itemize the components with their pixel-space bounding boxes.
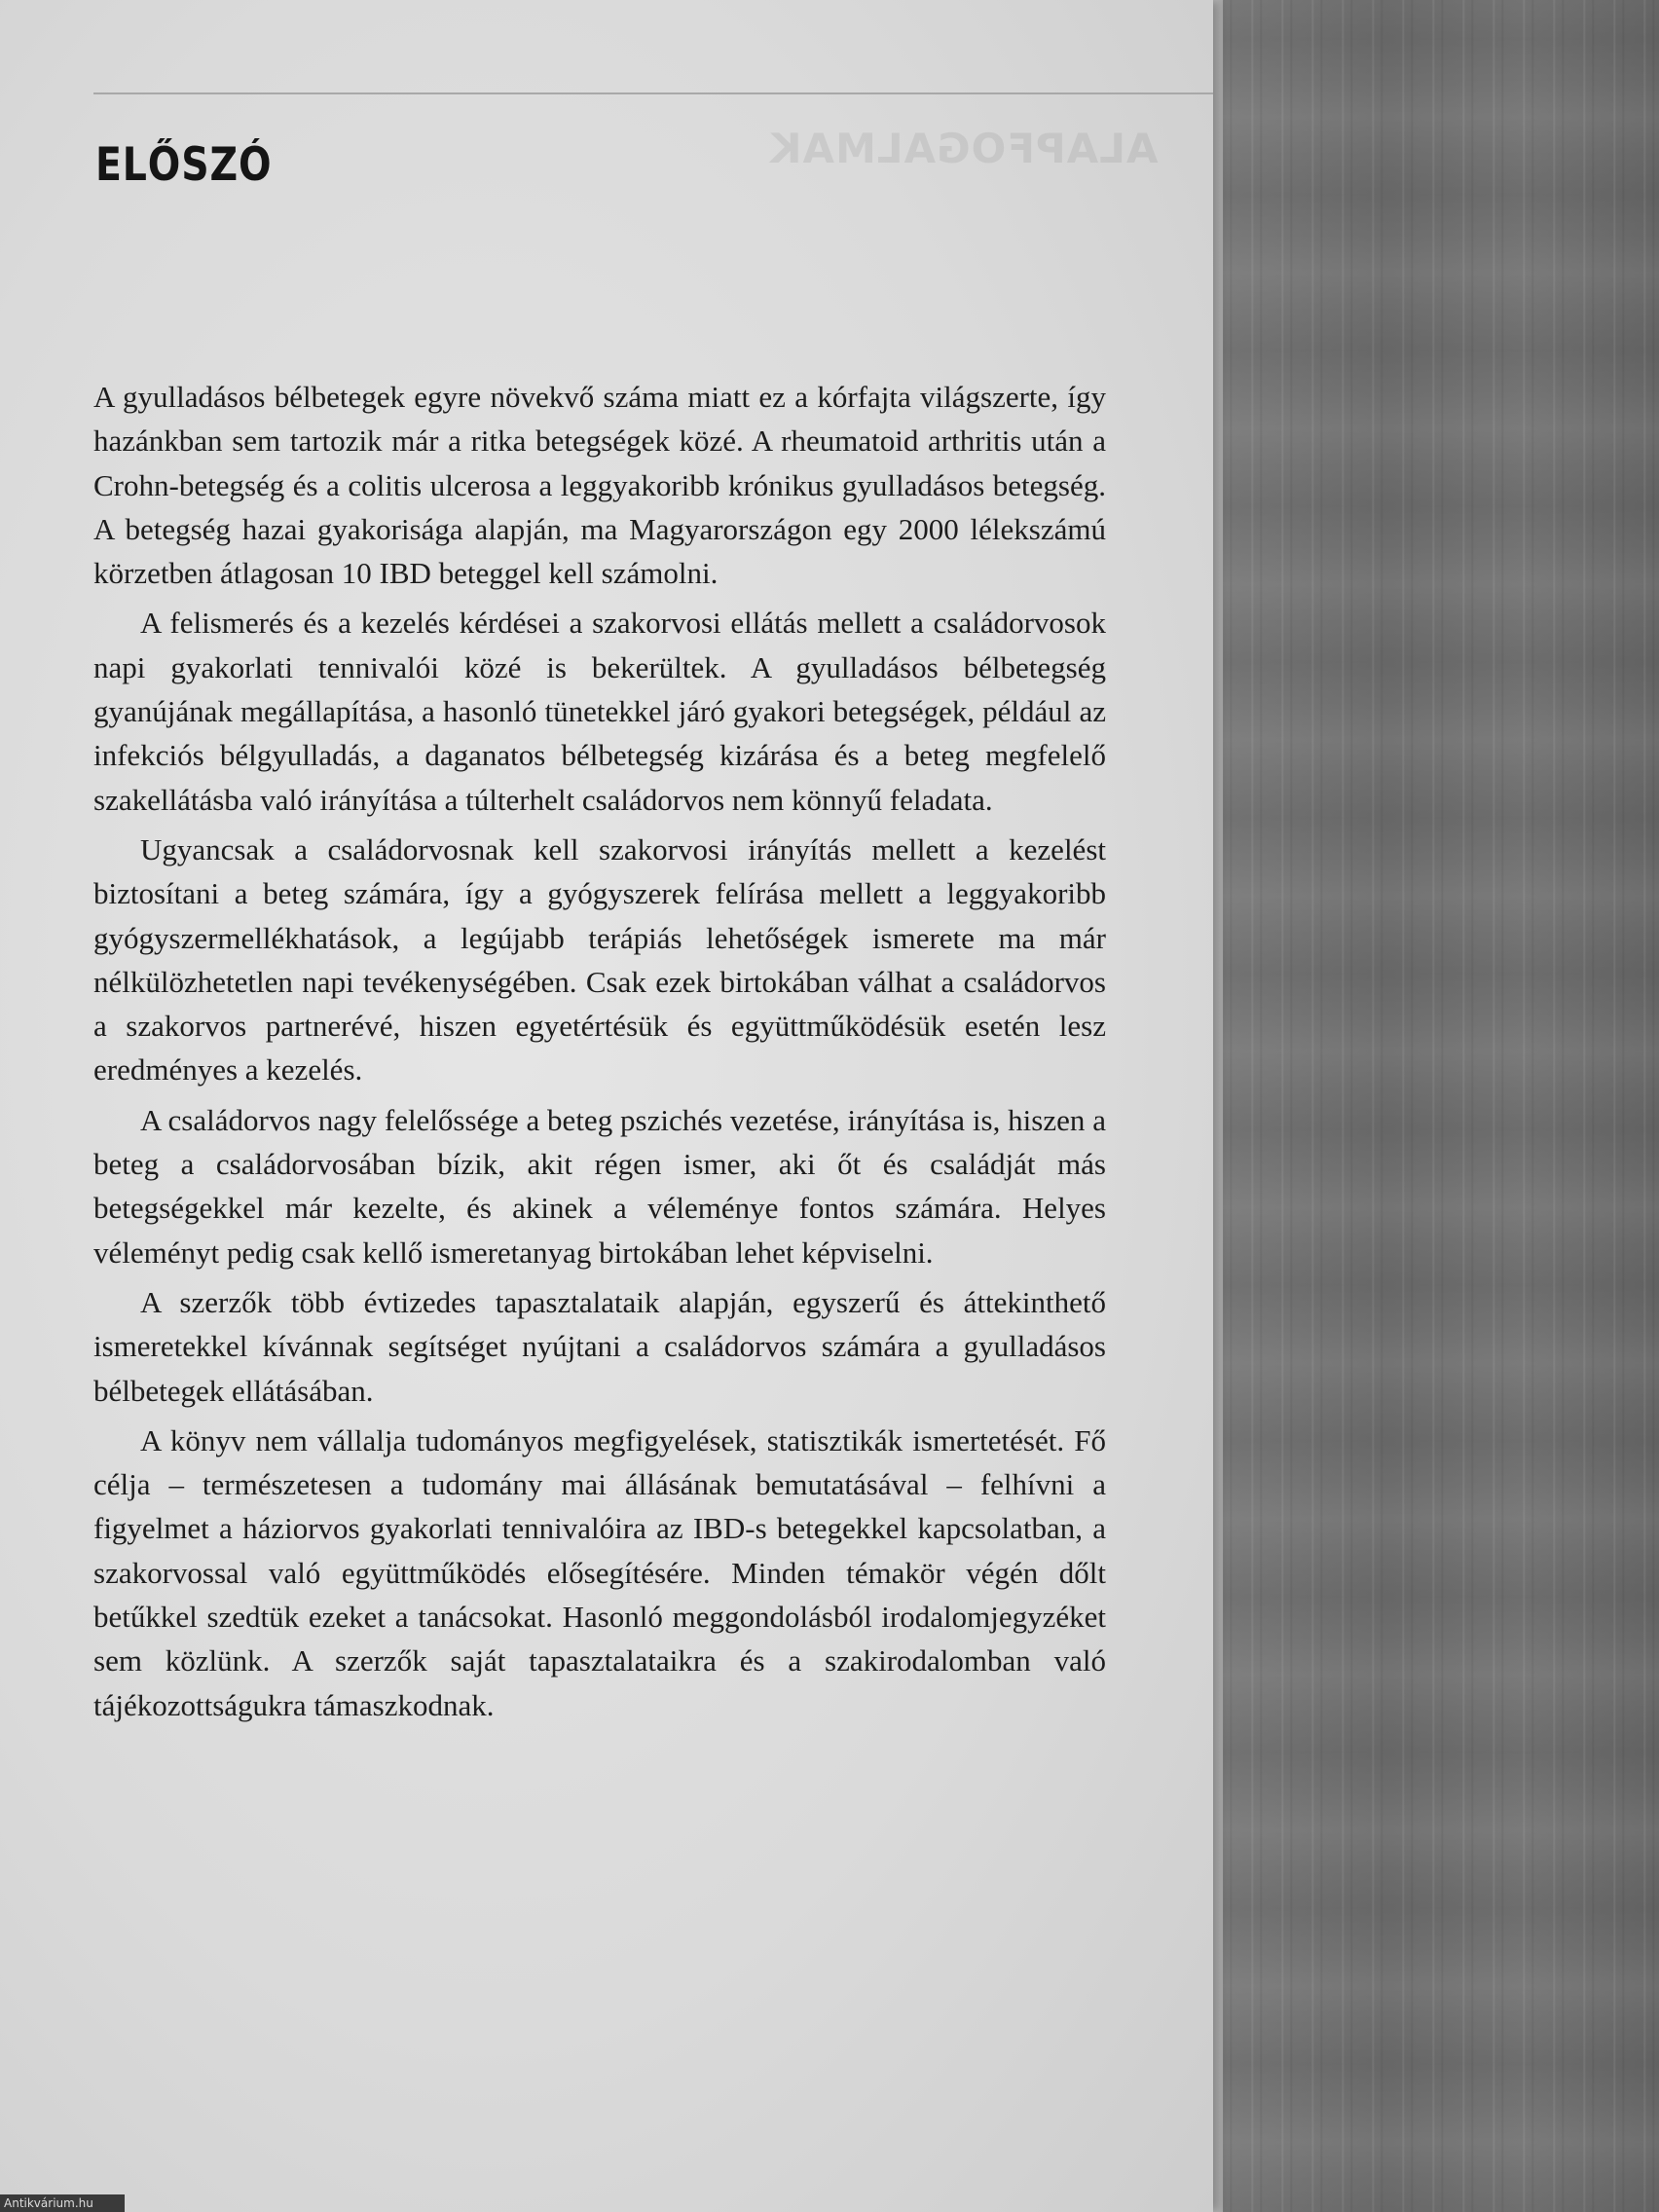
paragraph-2: A felismerés és a kezelés kérdései a szakorvosi ellátás mellett a családorvosok napi gyakorlati tennivalói közé is bekerültek. A gyulladásos bélbetegség gyanújának megállapítása, a hasonló tünetekkel járó gyakori betegségek, például az infekciós bélgyulladás, a daganatos bélbetegség kizárása és a beteg megfelelő szakellátásba való irányítása a túlterhelt családorvos nem könnyű feladata. — [93, 606, 1106, 817]
page-title: ELŐSZÓ — [95, 138, 273, 192]
paragraph-1: A gyulladásos bélbetegek egyre növekvő száma miatt ez a kórfajta világszerte, így hazánkban sem tartozik már a ritka betegségek közé. A rheumatoid arthritis után a Crohn-betegség és a colitis ulcerosa a leggyakoribb krónikus gyulladásos betegség. A betegség hazai gyakorisága alapján, ma Magyarországon egy 2000 lélekszámú körzetben átlagosan 10 IBD beteggel kell számolni. — [93, 380, 1106, 591]
paragraph-3: Ugyancsak a családorvosnak kell szakorvosi irányítás mellett a kezelést biztosítani a beteg számára, így a gyógyszerek felírása mellett a leggyakoribb gyógyszermellékhatások, a legújabb terápiás lehetőségek ismerete ma már nélkülözhetetlen napi tevékenységében. Csak ezek birtokában válhat a családorvos a szakorvos partnerévé, hiszen egyetértésük és együttműködésük esetén lesz eredményes a kezelés. — [93, 831, 1106, 1088]
watermark: Antikvárium.hu — [0, 2194, 125, 2212]
header-rule — [93, 92, 1213, 94]
wooden-background — [1207, 0, 1659, 2212]
paragraph-4: A családorvos nagy felelőssége a beteg pszichés vezetése, irányítása is, hiszen a beteg a családorvosában bízik, akit régen ismer, aki őt és családját más betegségekkel már kezelte, és akinek a véleménye fontos számára. Helyes véleményt pedig csak kellő ismeretanyag birtokában lehet képviselni. — [93, 1102, 1106, 1270]
show-through-heading: ALAPFOGALMAK — [769, 125, 1159, 172]
paragraph-6: A könyv nem vállalja tudományos megfigyelések, statisztikák ismertetését. Fő célja – természetesen a tudomány mai állásának bemutatásával – felhívni a figyelmet a háziorvos gyakorlati tennivalóira az IBD-s betegekkel kapcsolatban, a szakorvossal való együttműködés elősegítésére. Minden témakör végén dőlt betűkkel szedtük ezeket a tanácsokat. Hasonló meggondolásból irodalomjegyzéket sem közlünk. A szerzők saját tapasztalataikra és a szakirodalomban való tájékozottságukra támaszkodnak. — [93, 1422, 1106, 1722]
paragraph-5: A szerzők több évtizedes tapasztalataik alapján, egyszerű és áttekinthető ismeretekkel kívánnak segítséget nyújtani a családorvos számára a gyulladásos bélbetegek ellátásában. — [93, 1284, 1106, 1408]
preface-body — [93, 375, 1106, 1733]
